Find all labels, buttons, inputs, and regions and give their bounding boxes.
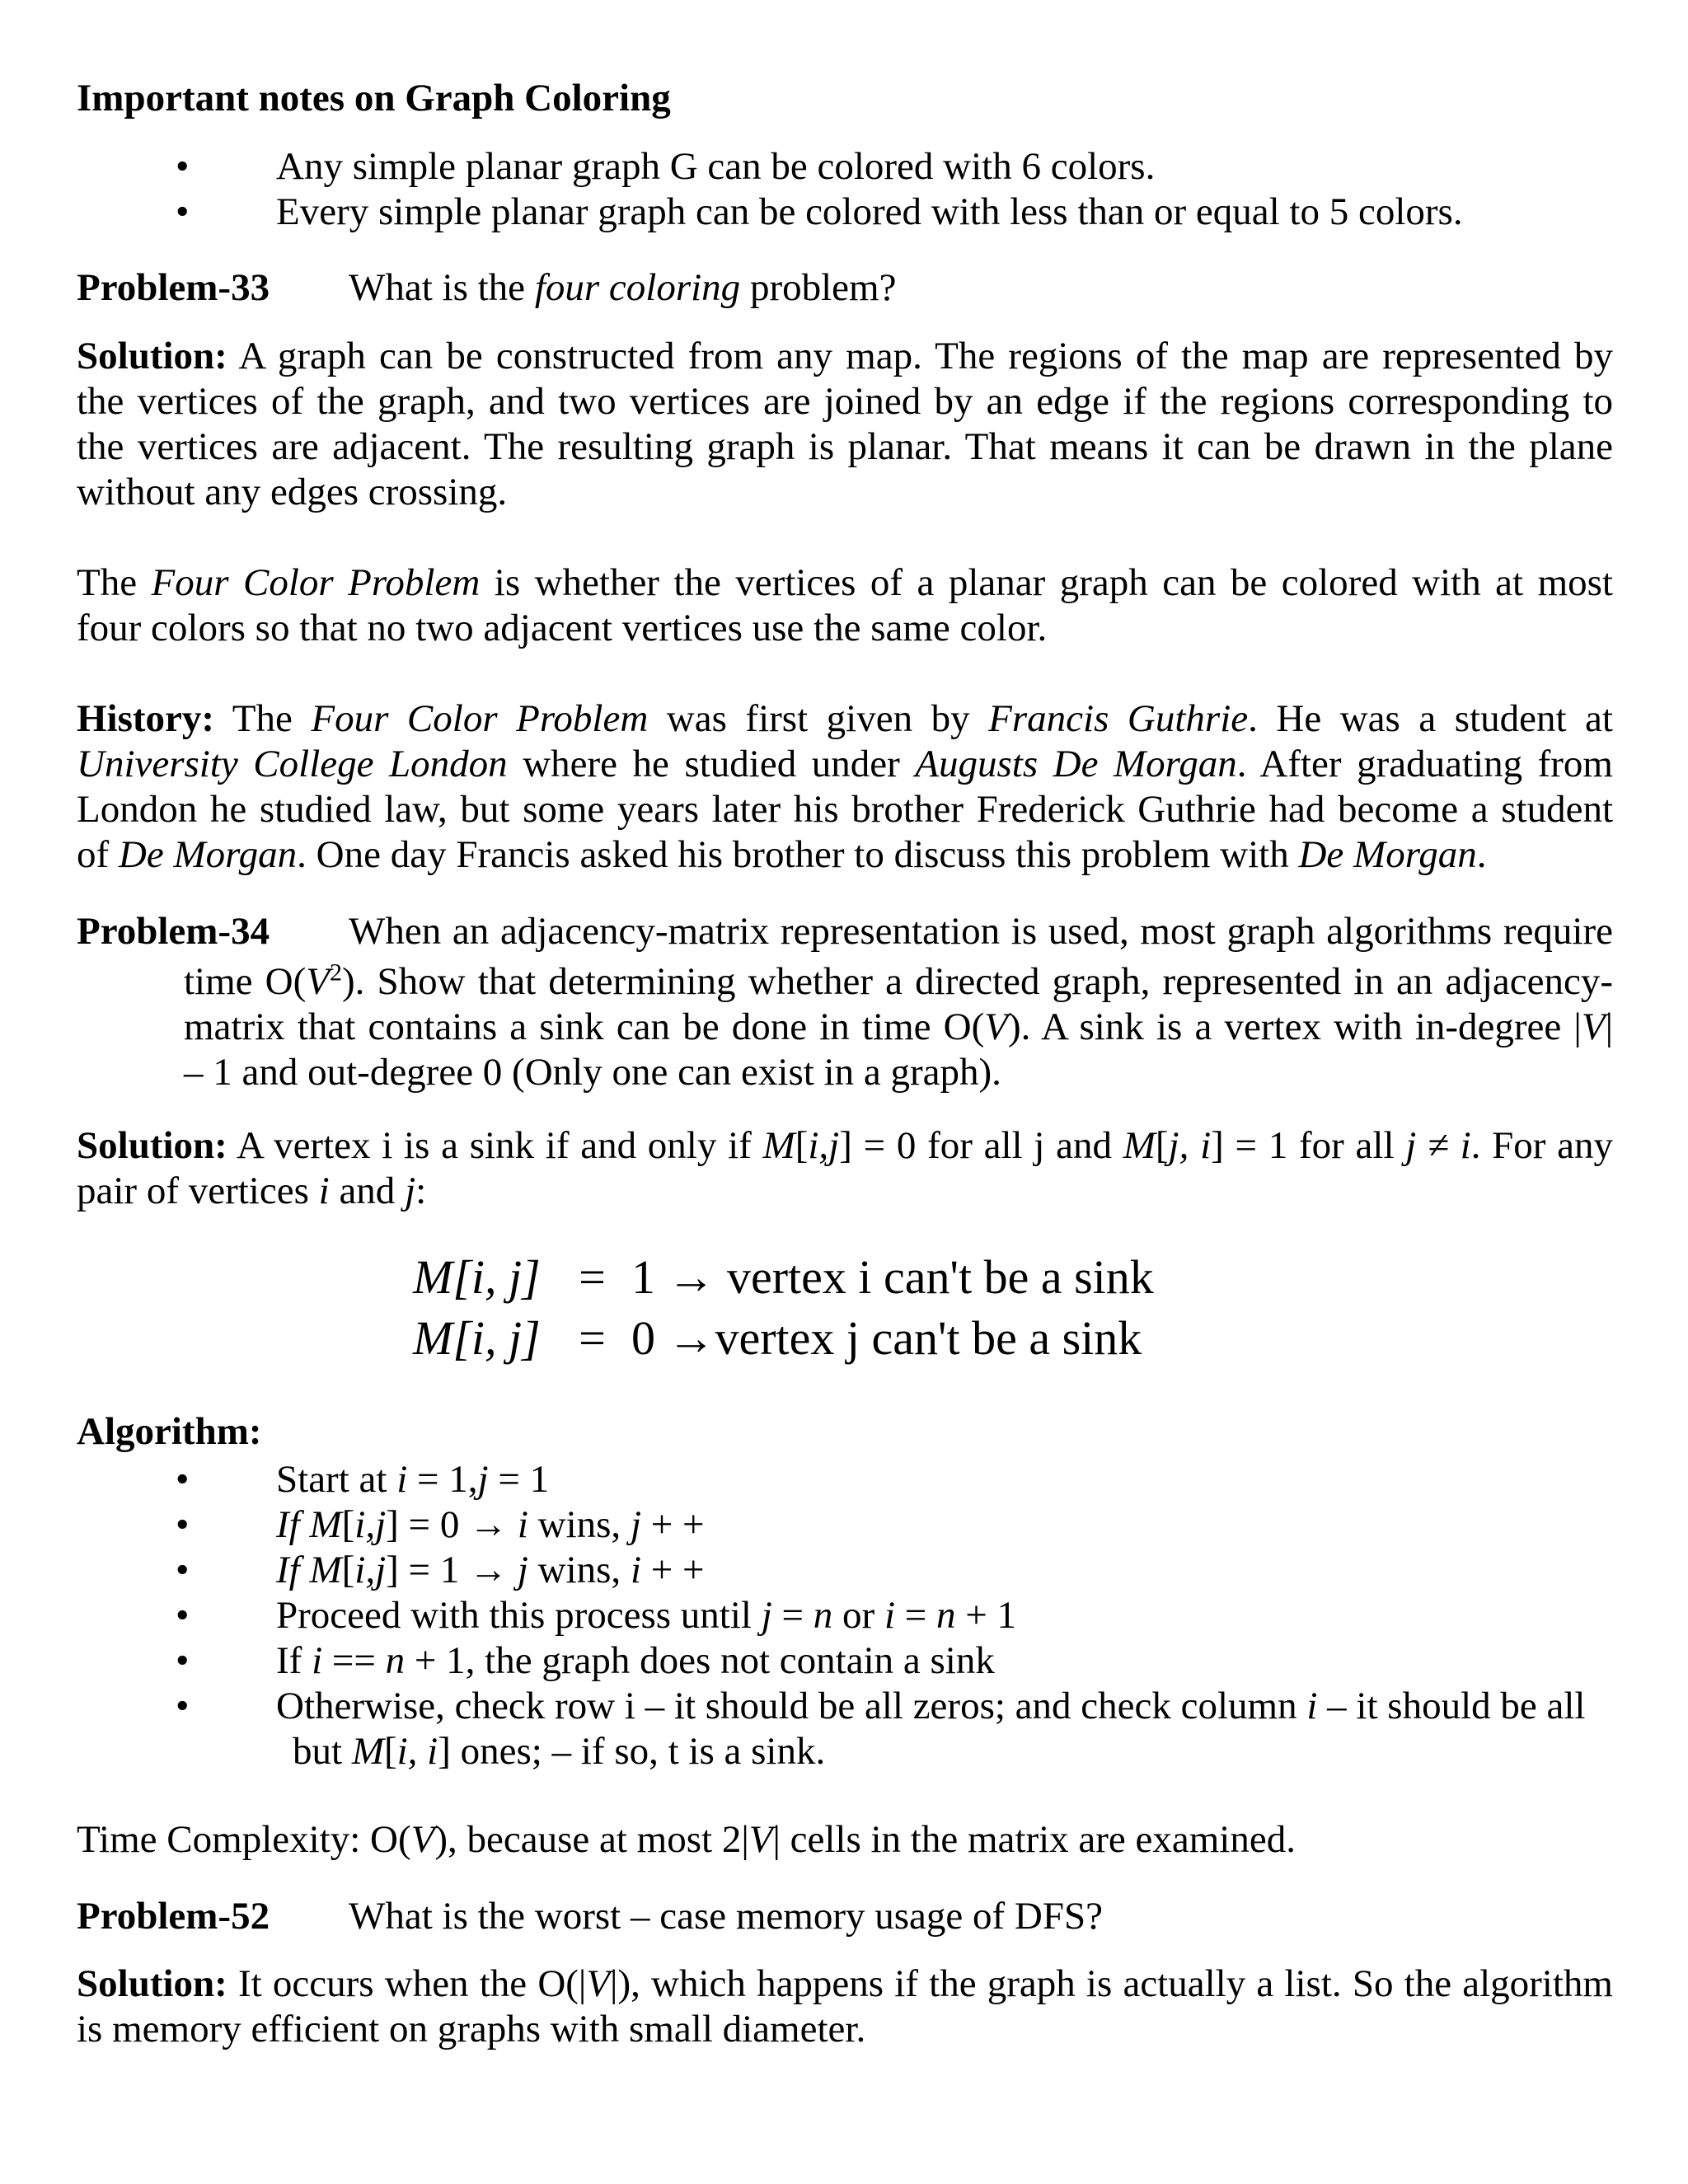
history-label: History:	[77, 697, 215, 740]
solution-label: Solution:	[77, 1962, 227, 2005]
solution-label: Solution:	[77, 1124, 227, 1167]
p34-solution: Solution: A vertex i is a sink if and only if M[i,j] = 0 for all j and M[j, i] = 1 for all j ≠ i. For any pair of vertices i and j:	[77, 1124, 1614, 1212]
problem-label: Problem-34	[77, 910, 270, 953]
algorithm-label: Algorithm:	[77, 1410, 262, 1453]
algorithm-step-cont: but M[i, i] ones; – if so, t is a sink.	[293, 1730, 826, 1773]
list-item: • Start at i = 1,j = 1	[176, 1458, 550, 1501]
history-paragraph: History: The Four Color Problem was first given by Francis Guthrie. He was a student at University College London where he studied under Augusts De Morgan. After graduating from London he studied law, but some years later his brother Frederick Guthrie had become a student of De Morgan. One day Francis asked his brother to discuss this problem with De Morgan.	[77, 697, 1613, 876]
problem-label: Problem-33	[77, 266, 270, 309]
problem-33	[77, 265, 1613, 311]
list-item: • Proceed with this process until j = n or i = n + 1	[176, 1594, 1017, 1637]
four-color-problem-paragraph: The Four Color Problem is whether the vertices of a planar graph can be colored with at most four colors so that no two adjacent vertices use the same color.	[77, 561, 1613, 649]
list-item: • Otherwise, check row i – it should be all zeros; and check column i – it should be all	[176, 1685, 1586, 1727]
problem-52	[77, 1894, 1613, 1939]
problem-label: Problem-52	[77, 1895, 270, 1938]
problem-34-question-cont: time $O(V^2)$. Show that determining whether a directed graph, represented in an adjacency- matrix that contains a sink can be done in time O(V). A sink is a vertex with in-degree |V| – 1 and out-degree 0 (Only one can exist in a graph).	[184, 958, 1613, 1094]
list-item: • Any simple planar graph G can be colored with 6 colors.	[176, 145, 1156, 188]
sink-equations	[413, 1247, 1154, 1369]
solution-label: Solution:	[77, 335, 227, 377]
list-item: • If i == n + 1, the graph does not contain a sink	[176, 1639, 995, 1682]
problem-34: Problem-34 When an adjacency-matrix representation is used, most graph algorithms require time $O(V^2)$. Show that determining whether a directed graph, represented in an adjacency- matrix that contains a sink can be done in time O(V). A sink is a vertex with in-degree |V| – 1 and out-degree 0 (Only one can exist in a graph).	[77, 910, 1613, 1094]
list-item: • Every simple planar graph can be colored with less than or equal to 5 colors.	[176, 190, 1463, 233]
notes-title: Important notes on Graph Coloring	[77, 77, 671, 120]
time-complexity: Time Complexity: O(V), because at most 2|V| cells in the matrix are examined.	[77, 1818, 1296, 1861]
problem-question: What is the worst – case memory usage of DFS?	[349, 1895, 1103, 1938]
p33-solution: Solution: A graph can be constructed from any map. The regions of the map are represented by the vertices of the graph, and two vertices are joined by an edge if the regions corresponding to the vertices are adjacent. The resulting graph is planar. That means it can be drawn in the plane without any edges crossing.	[77, 335, 1613, 513]
p52-solution: Solution: It occurs when the O(|V|), which happens if the graph is actually a list. So the algorithm is memory efficient on graphs with small diameter.	[77, 1962, 1613, 2050]
problem-question: What is the four coloring problem?	[349, 266, 897, 309]
notes-bullet-list	[77, 144, 1613, 235]
list-item: • If M[i,j] = 0 → i wins, j + +	[176, 1503, 705, 1546]
list-item: • If M[i,j] = 1 → j wins, i + +	[176, 1549, 705, 1591]
equation-row: M[i, j] = 0 →vertex j can't be a sink	[413, 1311, 1142, 1365]
algorithm-steps	[77, 1457, 1613, 1729]
equation-row: M[i, j] = 1 → vertex i can't be a sink	[413, 1250, 1154, 1304]
